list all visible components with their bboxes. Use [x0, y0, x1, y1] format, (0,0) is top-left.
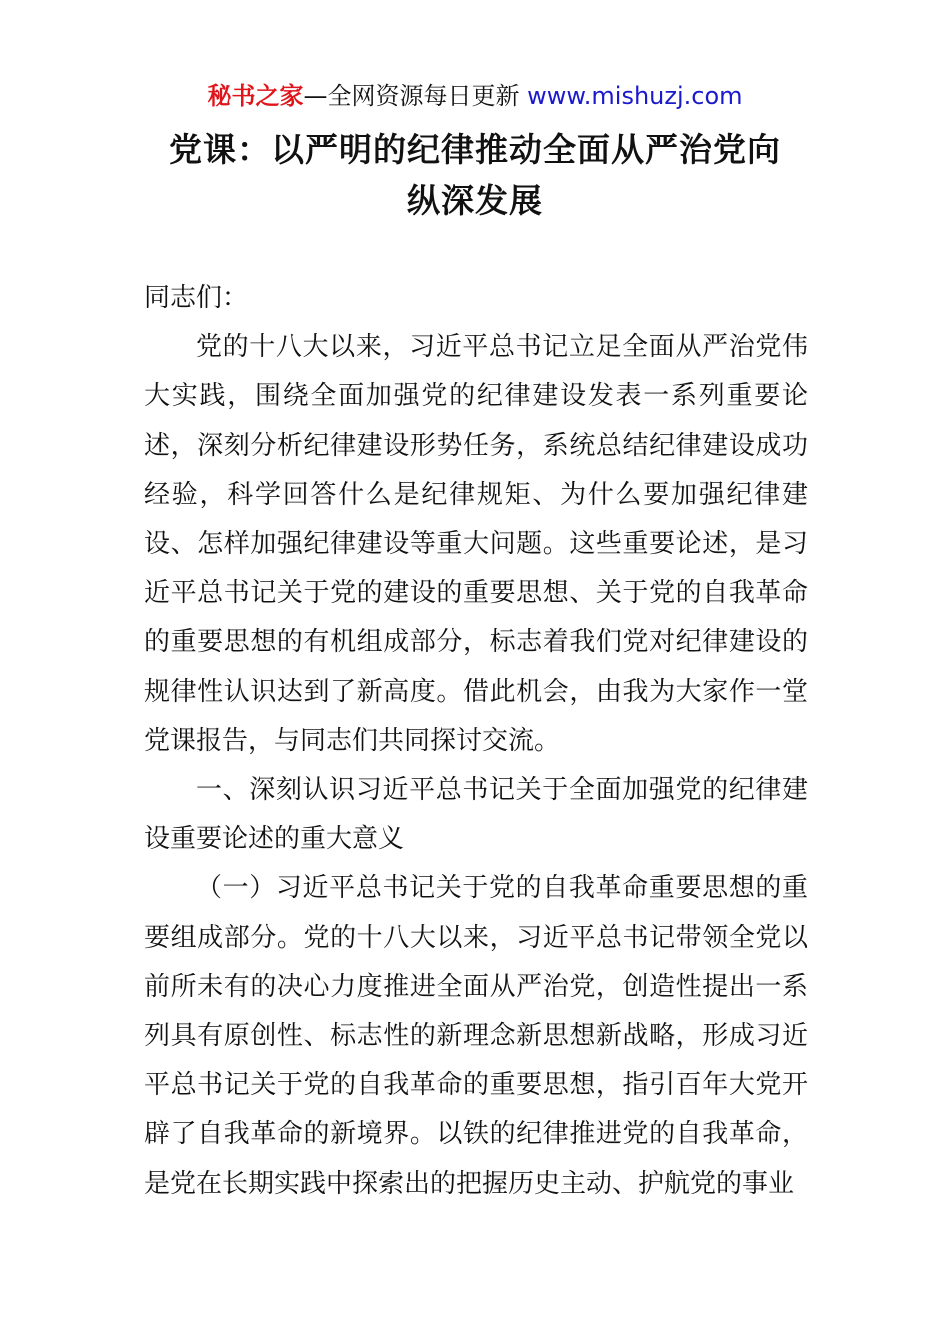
section-heading-1: 一、深刻认识习近平总书记关于全面加强党的纪律建设重要论述的重大意义	[144, 775, 808, 855]
title-line-1: 党课：以严明的纪律推动全面从严治党向	[169, 130, 781, 169]
site-tagline: —全网资源每日更新	[303, 82, 528, 110]
title-line-2: 纵深发展	[407, 181, 543, 220]
document-body	[144, 274, 808, 1209]
site-url-link[interactable]: www.mishuzj.com	[527, 82, 743, 110]
paragraph-subsection-1: （一）习近平总书记关于党的自我革命重要思想的重要组成部分。党的十八大以来，习近平总书记带领全党以前所未有的决心力度推进全面从严治党，创造性提出一系列具有原创性、标志性的新理念新思想新战略，形成习近平总书记关于党的自我革命的重要思想，指引百年大党开辟了自我革命的新境界。以铁的纪律推进党的自我革命，是党在长期实践中探索出的把握历史主动、护航党的事业	[144, 873, 808, 1199]
salutation: 同志们：	[144, 283, 249, 313]
site-header	[0, 80, 950, 112]
paragraph-intro: 党的十八大以来，习近平总书记立足全面从严治党伟大实践，围绕全面加强党的纪律建设发表一系列重要论述，深刻分析纪律建设形势任务，系统总结纪律建设成功经验，科学回答什么是纪律规矩、为什么要加强纪律建设、怎样加强纪律建设等重大问题。这些重要论述，是习近平总书记关于党的建设的重要思想、关于党的自我革命的重要思想的有机组成部分，标志着我们党对纪律建设的规律性认识达到了新高度。借此机会，由我为大家作一堂党课报告，与同志们共同探讨交流。	[144, 332, 808, 756]
site-brand: 秘书之家	[207, 82, 304, 110]
document-title	[0, 124, 950, 226]
